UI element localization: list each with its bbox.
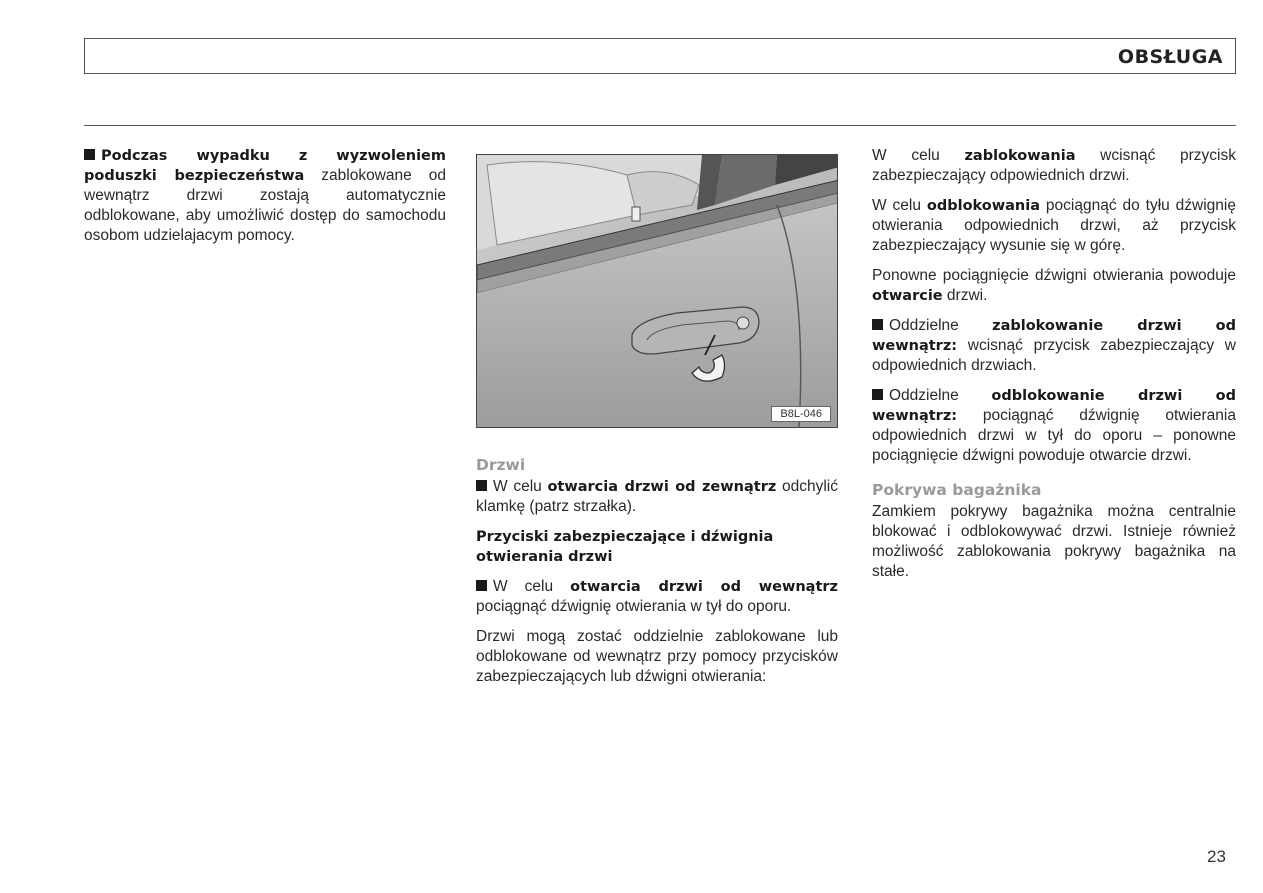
page-number: 23 (1207, 847, 1226, 866)
section-heading-doors: Drzwi (476, 456, 526, 474)
column-left (84, 146, 446, 256)
section-heading-trunk: Pokrywa bagażnika (872, 481, 1042, 499)
section-title: OBSŁUGA (1117, 46, 1223, 68)
paragraph-open-inside: W celu otwarcia drzwi od wewnątrz pociągnąć dźwignię otwierania w tył do oporu. (476, 578, 838, 615)
bullet-square-icon (872, 389, 883, 400)
paragraph-separate-unlock-inside: Oddzielne odblokowanie drzwi od wewnątrz: pociągnąć dźwignię otwierania odpowiednich drzwi w tył do oporu – ponowne pociągnięcie dźwigni powoduje otwarcie drzwi. (872, 387, 1236, 464)
door-handle-illustration (476, 154, 838, 428)
door-handle-drawing (477, 155, 838, 428)
paragraph-trunk: Zamkiem pokrywy bagażnika można centralnie blokować i odblokowywać drzwi. Istnieje również możliwość zablokowania pokrywy bagażnika na stałe. (872, 503, 1236, 580)
paragraph-separate-lock: Drzwi mogą zostać oddzielnie zablokowane lub odblokowane od wewnątrz przy pomocy przycisków zabezpieczających lub dźwigni otwierania: (476, 628, 838, 685)
bullet-square-icon (84, 149, 95, 160)
paragraph-unlock: W celu odblokowania pociągnąć do tyłu dźwignię otwierania odpowiednich drzwi, aż przycisk zabezpieczający wysunie się w górę. (872, 197, 1236, 254)
page-header (84, 38, 1236, 74)
paragraph-airbag: Podczas wypadku z wyzwoleniem poduszki bezpieczeństwa zablokowane od wewnątrz drzwi zostają automatycznie odblokowane, aby umożliwić dostęp do samochodu osobom udzielajacym pomocy. (84, 148, 446, 244)
bullet-square-icon (872, 319, 883, 330)
bullet-square-icon (476, 580, 487, 591)
header-rule (84, 125, 1236, 126)
paragraph-open: Ponowne pociągnięcie dźwigni otwierania powoduje otwarcie drzwi. (872, 267, 1236, 304)
bullet-square-icon (476, 480, 487, 491)
paragraph-lock: W celu zablokowania wcisnąć przycisk zabezpieczający odpowiednich drzwi. (872, 147, 1236, 184)
figure-code-label: B8L-046 (771, 406, 831, 422)
column-right (872, 146, 1236, 592)
subheading-lock-buttons: Przyciski zabezpieczające i dźwignia otwierania drzwi (476, 529, 774, 565)
paragraph-separate-lock-inside: Oddzielne zablokowanie drzwi od wewnątrz: wcisnąć przycisk zabezpieczający w odpowiednich drzwiach. (872, 317, 1236, 374)
column-middle (476, 455, 838, 697)
paragraph-open-outside: W celu otwarcia drzwi od zewnątrz odchylić klamkę (patrz strzałka). (476, 478, 838, 515)
